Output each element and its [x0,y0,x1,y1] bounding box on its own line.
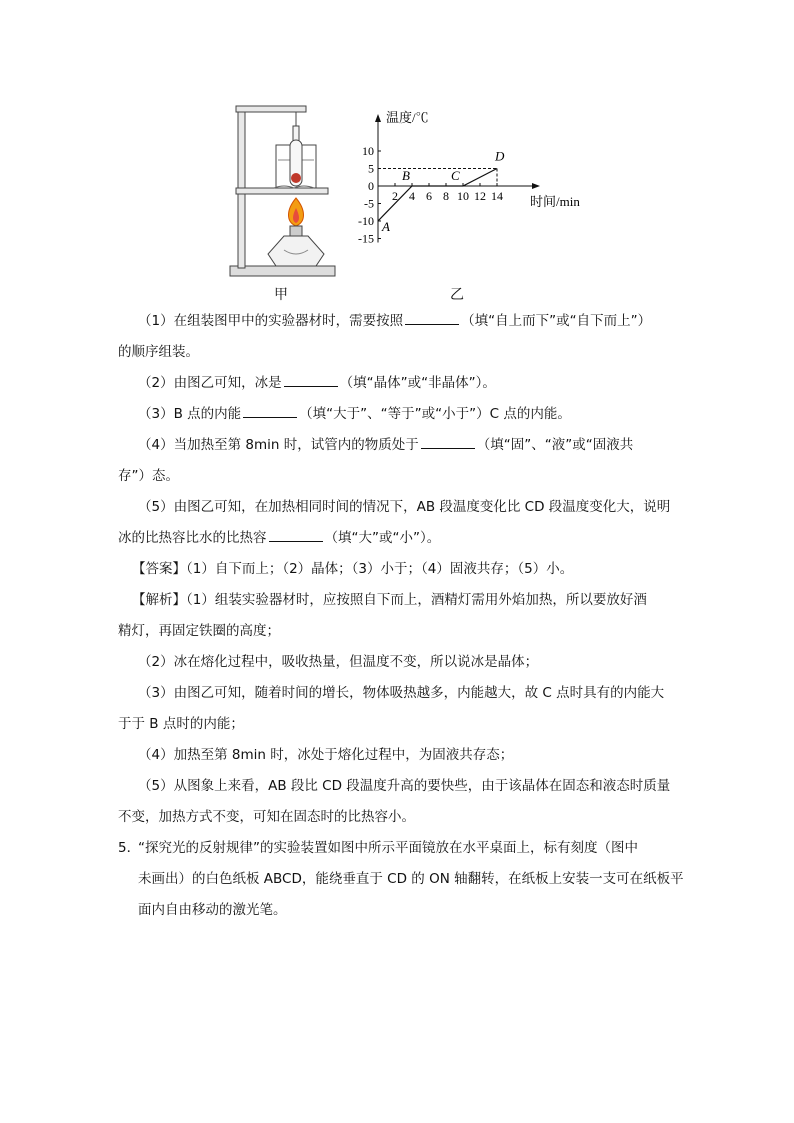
graph-xlabel: 时间/min [530,194,580,209]
analysis-line: （4）加热至第 8min 时，冰处于熔化过程中，为固液共存态； [138,747,514,763]
x-tick-label: 4 [409,189,415,203]
x-tick-label: 6 [426,189,432,203]
analysis-line: （3）由图乙可知，随着时间的增长，物体吸热越多，内能越大，故 C 点时具有的内能大 [138,685,665,701]
x-tick-label: 12 [474,189,486,203]
question-5-number: 5． [118,840,141,856]
y-axis-arrow [375,114,381,122]
analysis-line: 不变，加热方式不变，可知在固态时的比热容小。 [118,809,415,825]
x-tick-label: 14 [491,189,503,203]
answer-blank [284,374,338,387]
x-tick-label: 10 [457,189,469,203]
question-3 [138,404,571,424]
caption-right: 乙 [450,287,464,303]
question-1-hint: （填“自上而下”或“自下而上”） [461,313,652,329]
answer-blank [405,312,459,325]
x-tick-label: 2 [392,189,398,203]
q5-line: 未画出）的白色纸板 ABCD，能绕垂直于 CD 的 ON 轴翻转，在纸板上安装一支可在纸板平 [138,871,684,887]
question-1-cont: 的顺序组装。 [118,344,199,360]
point-label: A [382,219,390,234]
question-5-line1: （5）由图乙可知，在加热相同时间的情况下，AB 段温度变化比 CD 段温度变化大，说明 [138,499,671,515]
y-tick-label: -5 [364,196,374,211]
point-label: C [451,168,460,183]
answer-blank [269,529,323,542]
answer-line: 【答案】（1）自下而上；（2）晶体；（3）小于；（4）固液共存；（5）小。 [132,561,574,577]
point-label: D [495,148,505,164]
x-tick-label: 8 [443,189,449,203]
question-1-text: （1）在组装图甲中的实验器材时，需要按照 [138,313,404,329]
question-3-hint: （填“大于”、“等于”或“小于”）C 点的内能。 [299,406,571,422]
analysis-line: （2）冰在熔化过程中，吸收热量，但温度不变，所以说冰是晶体； [138,654,539,670]
point-label: B [402,168,410,183]
answer-blank [243,405,297,418]
temperature-time-graph [352,106,592,254]
q5-line: 面内自由移动的激光笔。 [138,902,287,918]
analysis-line: （5）从图象上来看，AB 段比 CD 段温度升高的要快些，由于该晶体在固态和液态时质量 [138,778,671,794]
question-1 [138,311,651,331]
y-tick-label: 10 [362,144,374,158]
y-tick-label: -15 [358,231,374,246]
x-axis-arrow [532,183,540,189]
question-4 [138,435,633,455]
question-5-hint: （填“大”或“小”）。 [324,530,441,546]
question-2-text: （2）由图乙可知，冰是 [138,375,282,391]
question-2 [138,373,496,393]
question-5-text: 冰的比热容比水的比热容 [118,530,267,546]
analysis-line: 精灯，再固定铁圈的高度； [118,623,280,639]
question-4-text: （4）当加热至第 8min 时，试管内的物质处于 [138,437,419,453]
graph-ylabel: 温度/℃ [386,110,429,125]
apparatus-figure [226,100,341,280]
q5-line: “探究光的反射规律”的实验装置如图中所示平面镜放在水平桌面上，标有刻度（图中 [138,840,638,856]
question-4-cont: 存”）态。 [118,468,179,484]
y-tick-label: -10 [358,214,374,228]
question-4-hint: （填“固”、“液”或“固液共 [476,437,634,453]
y-tick-label: 0 [368,179,374,193]
question-2-hint: （填“晶体”或“非晶体”）。 [339,375,496,391]
caption-left: 甲 [274,287,288,303]
analysis-line: 【解析】（1）组装实验器材时，应按照自下而上，酒精灯需用外焰加热，所以要放好酒 [132,592,647,608]
question-3-text: （3）B 点的内能 [138,406,242,422]
analysis-line: 于于 B 点时的内能； [118,716,244,732]
question-5-line2 [118,528,440,548]
answer-blank [421,436,475,449]
y-tick-label: 5 [368,161,374,176]
